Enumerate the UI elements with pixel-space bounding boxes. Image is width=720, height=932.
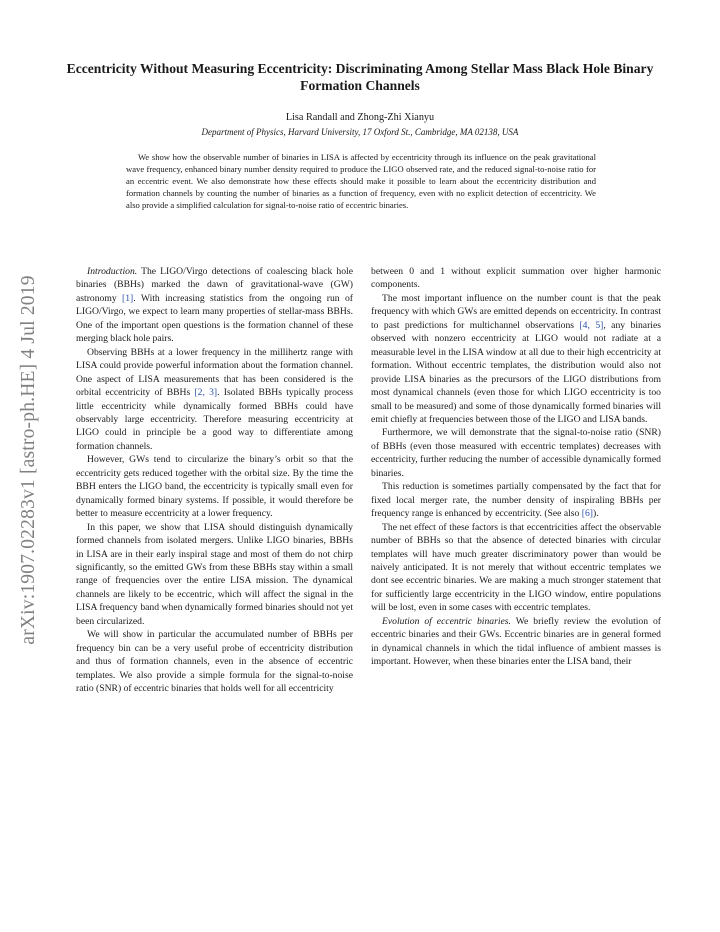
paragraph-text: Observing BBHs at a lower frequency in the millihertz range with LISA could provide powerful information about the formation channel. One aspect of LISA measurements that has been considered is the orbital eccentricity of BBHs	[76, 346, 353, 399]
paper-abstract: We show how the observable number of binaries in LISA is affected by eccentricity through its influence on the peak gravitational wave frequency, enhanced binary number density required to produce the LIGO observed rate, and the reduced signal-to-noise ratio for an eccentric event. We also demonstrate how these effects should make it possible to learn about the eccentricity distribution and formation channels by counting the number of binaries as a function of frequency, even with no explicit detection of eccentricity. We also provide a simplified calculation for signal-to-noise ratio of eccentric binaries.	[126, 152, 596, 211]
citation-link[interactable]: [6]	[581, 508, 593, 520]
citation-link[interactable]: [2, 3]	[194, 387, 218, 399]
arxiv-identifier: arXiv:1907.02283v1 [astro-ph.HE] 4 Jul 2019	[18, 275, 39, 645]
arxiv-sidebar-stamp	[12, 240, 46, 680]
paper-title: Eccentricity Without Measuring Eccentricity: Discriminating Among Stellar Mass Black Hole Binary Formation Channels	[66, 61, 654, 93]
paragraph: We will show in particular the accumulated number of BBHs per frequency bin can be a very useful probe of eccentricity distribution and thus of formation channels, even in the absence of eccentric templates. We also provide a simple formula for the signal-to-noise ratio (SNR) of eccentric binaries that holds well for all eccentricity	[76, 629, 353, 695]
paragraph	[371, 480, 661, 520]
paragraph: However, GWs tend to circularize the binary’s orbit so that the eccentricity gets reduced together with the orbital size. By the time the BBH enters the LIGO band, the eccentricity is typically small even for dynamically formed binary systems. If possible, it would therefore be better to measure eccentricity at a lower frequency.	[76, 454, 353, 520]
paragraph-continued: between 0 and 1 without explicit summation over higher harmonic components.	[371, 266, 661, 291]
right-column	[371, 265, 661, 669]
paragraph: The net effect of these factors is that eccentricities affect the observable number of BBHs so that the absence of detected binaries with circular templates will have much greater discriminatory power than would be naively anticipated. It is not merely that without eccentric templates we dont see eccentric binaries. We are making a much stronger statement that for sufficiently large eccentricity in the LIGO window, entire populations will be lost, even in some cases with eccentric templates.	[371, 521, 661, 614]
paragraph	[76, 346, 353, 454]
paragraph-text: . With increasing statistics from the ongoing run of LIGO/Virgo, we expect to learn many properties of stellar-mass BBHs. One of the important open questions is the formation channel of these merging black hole pairs.	[76, 292, 353, 345]
paragraph-text: We briefly review the evolution of eccentric binaries and their GWs. Eccentric binaries are in general formed in dynamical channels in which the tidal influence of ambient masses is important. However, when these binaries enter the LISA band, their	[371, 615, 662, 668]
section-lead-evolution: Evolution of eccentric binaries.	[382, 615, 511, 627]
section-lead-introduction: Introduction.	[87, 266, 138, 277]
citation-link[interactable]: [4, 5]	[579, 319, 604, 331]
left-column	[76, 265, 353, 696]
paragraph: Furthermore, we will demonstrate that the signal-to-noise ratio (SNR) of BBHs (even those measured with eccentric templates) decreases with eccentricity, further reducing the number of accessible dynamically formed binaries.	[371, 427, 661, 479]
paragraph-evolution	[371, 615, 661, 669]
paragraph-text: The LIGO/Virgo detections of coalescing black hole binaries (BBHs) marked the dawn of gravitational-wave (GW) astronomy	[76, 266, 353, 304]
paper-authors: Lisa Randall and Zhong-Zhi Xianyu	[285, 112, 435, 123]
paragraph	[371, 292, 661, 427]
paragraph-text: . Isolated BBHs typically process little eccentricity while dynamically formed BBHs could have observably large eccentricity. Therefore measuring eccentricity at LIGO could in principle be a good way to differentiate among formation channels.	[76, 387, 353, 452]
paragraph-text: ).	[593, 508, 599, 520]
paragraph-intro	[76, 265, 353, 346]
paper-affiliation: Department of Physics, Harvard University, 17 Oxford St., Cambridge, MA 02138, USA	[201, 127, 519, 137]
paragraph-text: , any binaries observed with nonzero eccentricity at LIGO would not radiate at a measurable level in the LISA window at all due to their high eccentricity at formation. Without eccentric templates, the distribution would also not provide LISA binaries as the precursors of the LIGO distributions from most dynamical channels (even those for which LIGO eccentricity is too small to be measured) and some of those dynamically formed binaries will emit chiefly at frequencies between those of the LIGO and LISA bands.	[371, 319, 661, 425]
paragraph: In this paper, we show that LISA should distinguish dynamically formed channels from isolated mergers. Unlike LIGO binaries, BBHs in LISA are in their early inspiral stage and most of them do not chirp significantly, so the emitted GWs from these BBHs stay within a small range of frequencies over the entire LISA mission. The dynamical channels are likely to be eccentric, which will affect the signal in the LISA frequency band when dynamically formed binaries should not yet been circularized.	[76, 521, 353, 627]
paragraph-text: The most important influence on the number count is that the peak frequency with which GWs are emitted depends on eccentricity. In contrast to past predictions for multichannel observations	[371, 292, 661, 331]
paragraph-text: This reduction is sometimes partially compensated by the fact that for fixed local merger rate, the number density of inspiraling BBHs per frequency range is enhanced by eccentricity. (See also	[371, 481, 661, 520]
citation-link[interactable]: [1]	[122, 292, 134, 304]
